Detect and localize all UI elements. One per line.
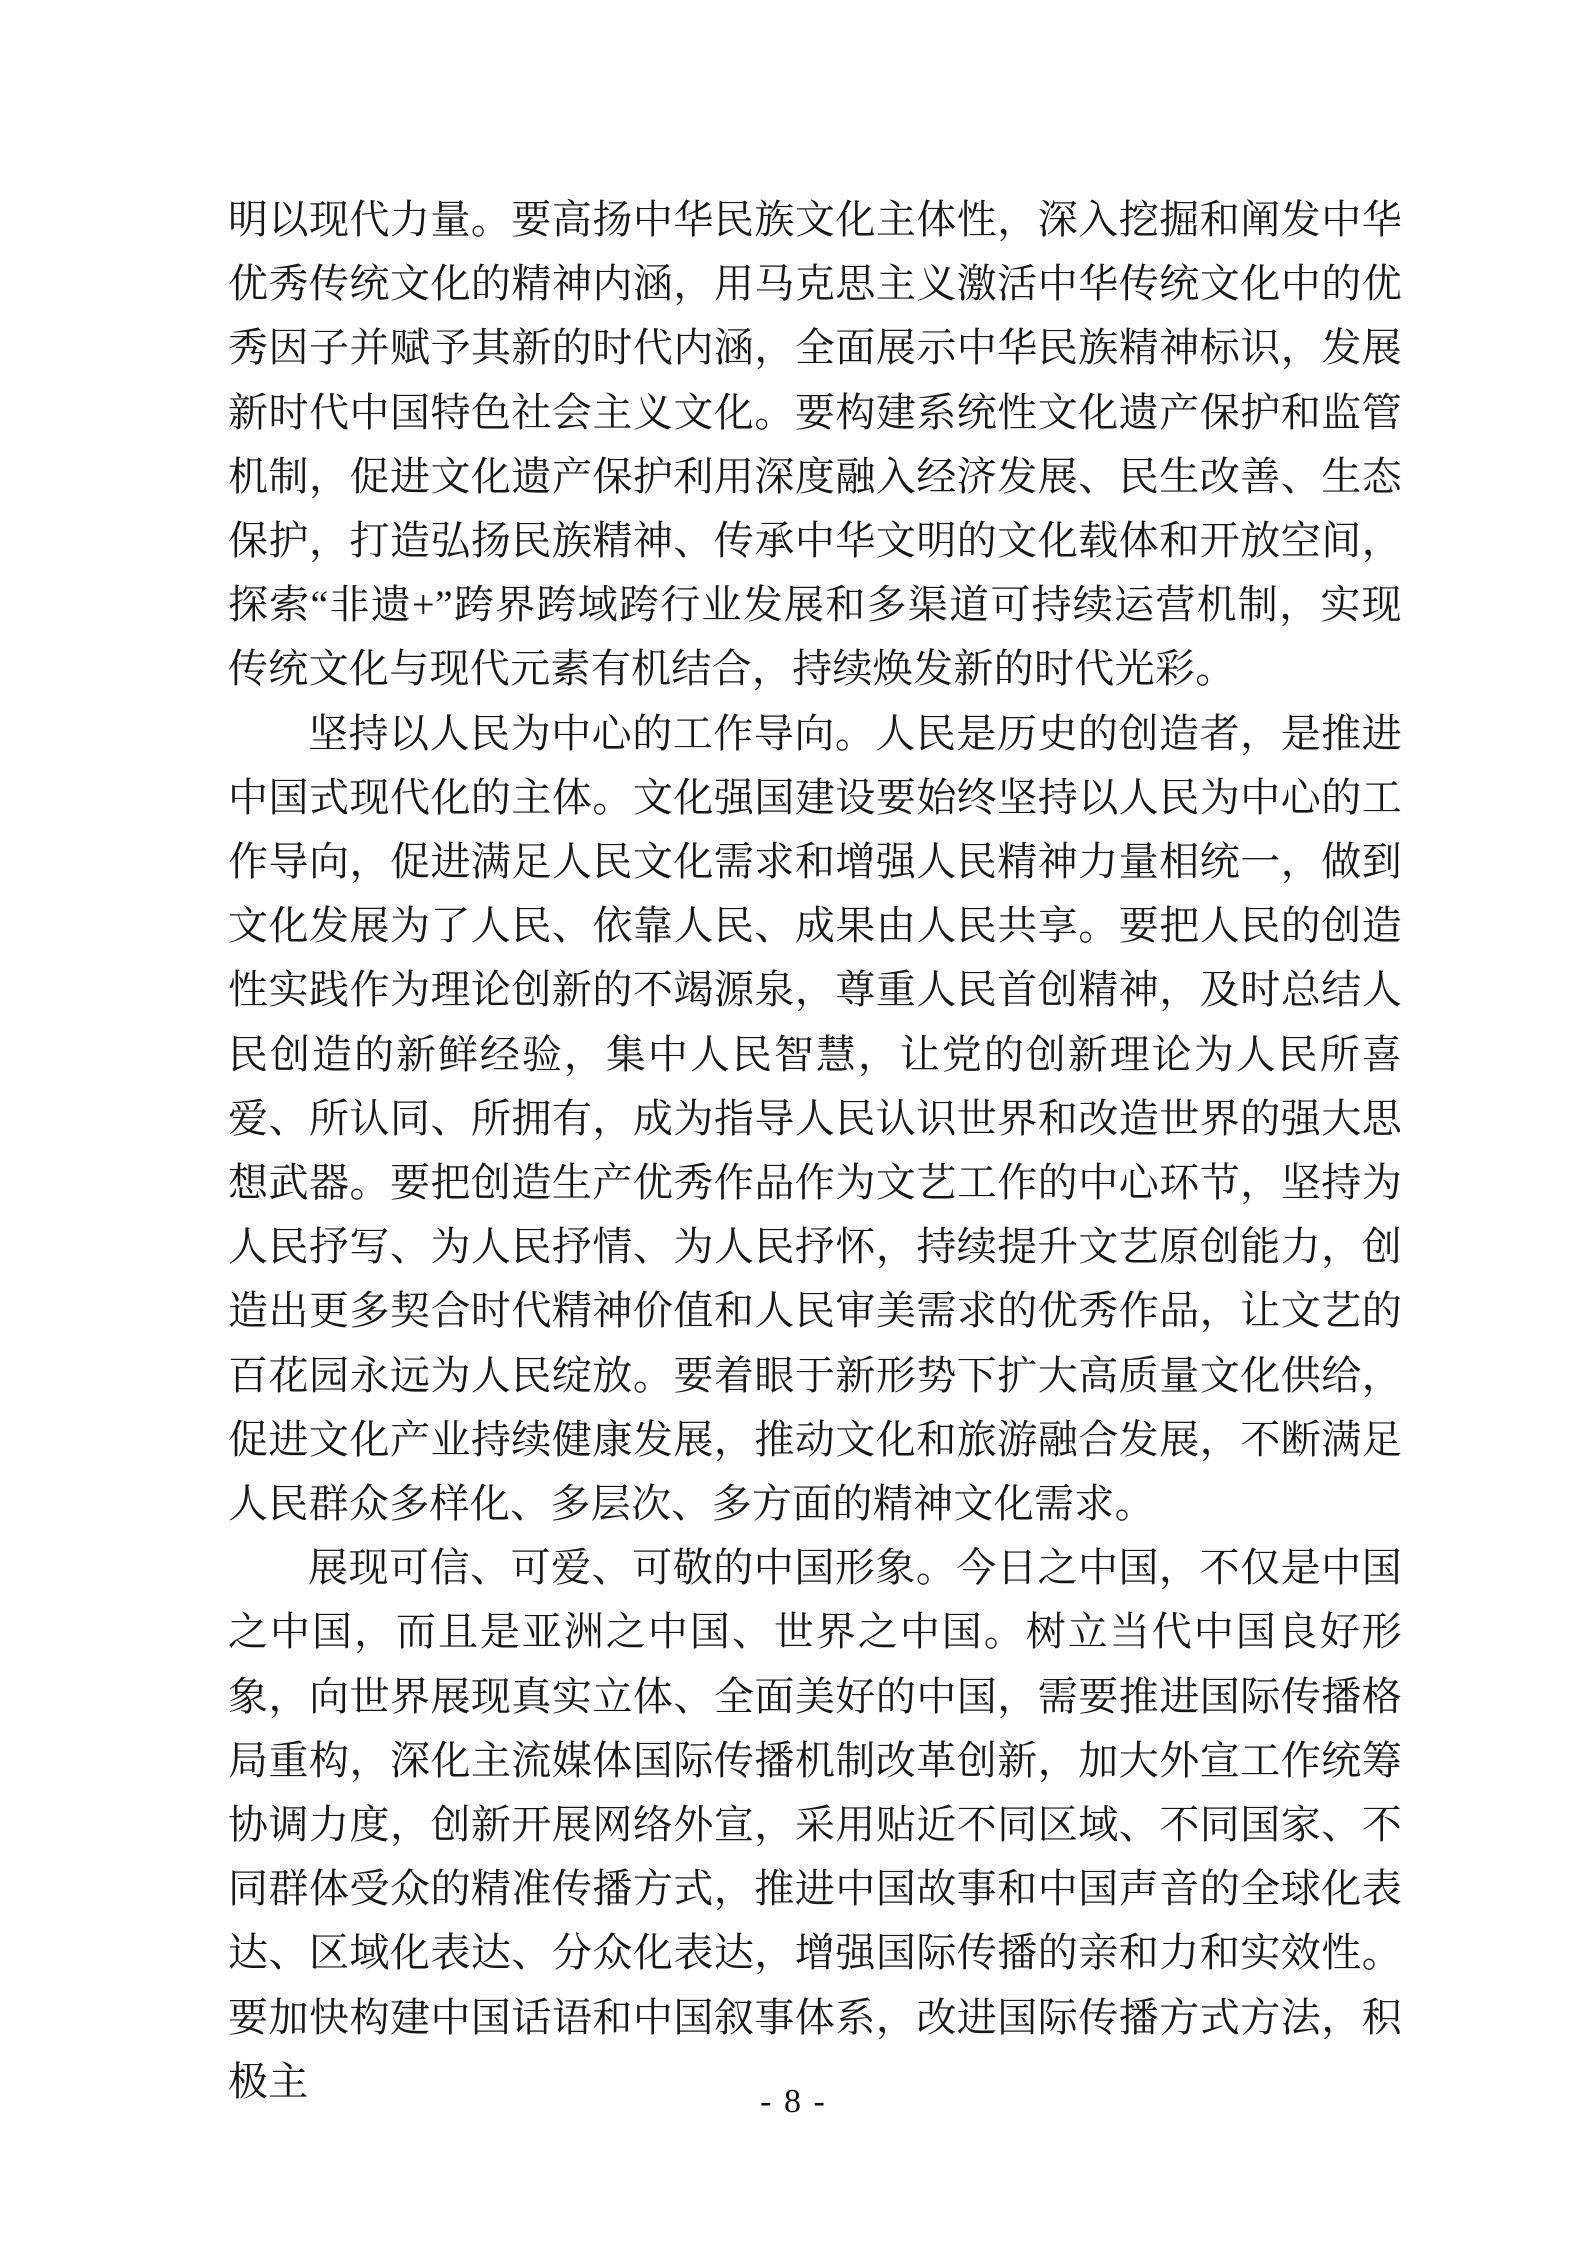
page-number: - 8 - — [760, 2083, 827, 2120]
body-paragraph-people-centered: 坚持以人民为中心的工作导向。人民是历史的创造者，是推进中国式现代化的主体。文化强国建设要始终坚持以人民为中心的工作导向，促进满足人民文化需求和增强人民精神力量相统一，做到文化发展为了人民、依靠人民、成果由人民共享。要把人民的创造性实践作为理论创新的不竭源泉，尊重人民首创精神，及时总结人民创造的新鲜经验，集中人民智慧，让党的创新理论为人民所喜爱、所认同、所拥有，成为指导人民认识世界和改造世界的强大思想武器。要把创造生产优秀作品作为文艺工作的中心环节，坚持为人民抒写、为人民抒情、为人民抒怀，持续提升文艺原创能力，创造出更多契合时代精神价值和人民审美需求的优秀作品，让文艺的百花园永远为人民绽放。要着眼于新形势下扩大高质量文化供给，促进文化产业持续健康发展，推动文化和旅游融合发展，不断满足人民群众多样化、多层次、多方面的精神文化需求。 — [228, 710, 1402, 1527]
body-text-block — [228, 188, 1402, 2114]
body-paragraph-continuation: 明以现代力量。要高扬中华民族文化主体性，深入挖掘和阐发中华优秀传统文化的精神内涵，用马克思主义激活中华传统文化中的优秀因子并赋予其新的时代内涵，全面展示中华民族精神标识，发展新时代中国特色社会主义文化。要构建系统性文化遗产保护和监管机制，促进文化遗产保护利用深度融入经济发展、民生改善、生态保护，打造弘扬民族精神、传承中华文明的文化载体和开放空间，探索“非遗+”跨界跨域跨行业发展和多渠道可持续运营机制，实现传统文化与现代元素有机结合，持续焕发新的时代光彩。 — [228, 197, 1402, 692]
body-paragraph-china-image: 展现可信、可爱、可敬的中国形象。今日之中国，不仅是中国之中国，而且是亚洲之中国、世界之中国。树立当代中国良好形象，向世界展现真实立体、全面美好的中国，需要推进国际传播格局重构，深化主流媒体国际传播机制改革创新，加大外宣工作统筹协调力度，创新开展网络外宣，采用贴近不同区域、不同国家、不同群体受众的精准传播方式，推进中国故事和中国声音的全球化表达、区域化表达、分众化表达，增强国际传播的亲和力和实效性。要加快构建中国话语和中国叙事体系，改进国际传播方式方法，积极主 — [228, 1545, 1402, 2104]
